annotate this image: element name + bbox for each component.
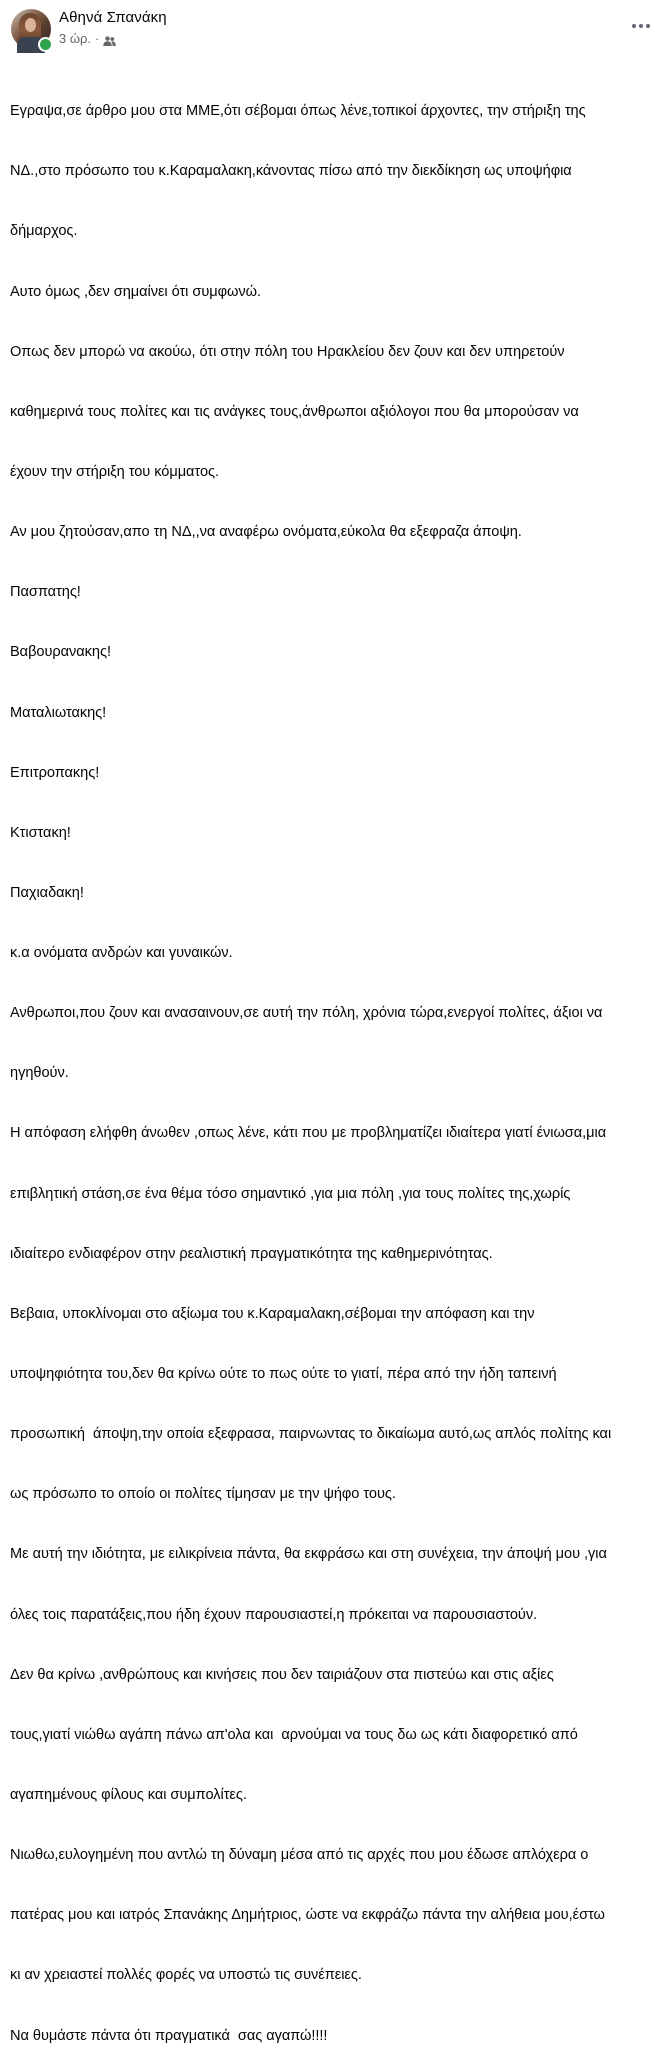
post-text-line: Βαβουρανακης! [10,644,111,661]
meta-separator: · [95,31,100,46]
post-text-line: Εγραψα,σε άρθρο μου στα ΜΜΕ,ότι σέβομαι όπως λένε,τοπικοί άρχοντες, την στήριξη της [10,103,586,120]
post-text-line: Αυτο όμως ,δεν σημαίνει ότι συμφωνώ. [10,283,261,300]
avatar-face [25,18,36,32]
post-text-line: κ.α ονόματα ανδρών και γυναικών. [10,945,233,962]
post-text-line: ιδιαίτερο ενδιαφέρον στην ρεαλιστική πραγματικότητα της καθημερινότητας. [10,1245,493,1262]
post-text-line: Νιωθω,ευλογημένη που αντλώ τη δύναμη μέσα από τις αρχές που μου έδωσε απλόχερα ο [10,1847,589,1864]
post-text-line: Δεν θα κρίνω ,ανθρώπους και κινήσεις που δεν ταιριάζουν στα πιστεύω και στις αξίες [10,1666,554,1683]
post-text-line: Οπως δεν μπορώ να ακούω, ότι στην πόλη του Ηρακλείου δεν ζουν και δεν υπηρετούν [10,343,565,360]
post-text-line: προσωπική άποψη,την οποία εξεφρασα, παιρνωντας το δικαίωμα αυτό,ως απλός πολίτης και [10,1426,612,1443]
more-horizontal-icon [639,24,643,28]
more-horizontal-icon [646,24,650,28]
more-horizontal-icon [632,24,636,28]
post-text-line: τους,γιατί νιώθω αγάπη πάνω απ'ολα και αρνούμαι να τους δω ως κάτι διαφορετικό από [10,1726,578,1743]
post-text-line: πατέρας μου και ιατρός Σπανάκης Δημήτριος, ώστε να εκφράζω πάντα την αλήθεια μου,έστω [10,1907,605,1924]
post-text-line: Βεβαια, υποκλίνομαι στο αξίωμα του κ.Καραμαλακη,σέβομαι την απόφαση και την [10,1305,535,1322]
post-text-line: ως πρόσωπο το οποίο οι πολίτες τίμησαν με την ψήφο τους. [10,1486,396,1503]
author-name[interactable]: Αθηνά Σπανάκη [59,9,167,26]
post-text-line: Παχιαδακη! [10,884,84,901]
post-timestamp[interactable]: 3 ώρ. [59,31,91,46]
post-text-line: Αν μου ζητούσαν,απο τη ΝΔ,,να αναφέρω ονόματα,εύκολα θα εξεφραζα άποψη. [10,524,522,541]
post-text-line: Η απόφαση ελήφθη άνωθεν ,οπως λένε, κάτι που με προβληματίζει ιδιαίτερα γιατί ένιωσα,μια [10,1125,607,1142]
more-options-button[interactable] [628,16,654,36]
post-text-line: επιβλητική στάση,σε ένα θέμα τόσο σημαντικό ,για μια πόλη ,για τους πολίτες της,χωρίς [10,1185,571,1202]
online-status-icon [38,37,53,52]
friends-icon[interactable] [103,34,116,44]
post-text-line: ΝΔ.,στο πρόσωπο του κ.Καραμαλακη,κάνοντας πίσω από την διεκδίκηση ως υποψήφια [10,163,572,180]
post-meta [59,31,116,46]
post-text-line: Να θυμάστε πάντα ότι πραγματικά σας αγαπώ!!!! [10,2027,328,2044]
post-text-line: κι αν χρειαστεί πολλές φορές να υποστώ τις συνέπειες. [10,1967,362,1984]
post-text-line: Κτιστακη! [10,824,71,841]
post-header [0,0,664,56]
post-text-line: καθημερινά τους πολίτες και τις ανάγκες τους,άνθρωποι αξιόλογοι που θα μπορούσαν να [10,403,579,420]
post-body [10,61,660,2066]
post-text-line: Επιτροπακης! [10,764,100,781]
post-text-line: Με αυτή την ιδιότητα, με ειλικρίνεια πάντα, θα εκφράσω και στη συνέχεια, την άποψή μου ,για [10,1546,607,1563]
post-text-line: ηγηθούν. [10,1065,69,1082]
post-text-line: όλες τοις παρατάξεις,που ήδη έχουν παρουσιαστεί,η πρόκειται να παρουσιαστούν. [10,1606,538,1623]
post-text-line: Ματαλιωτακης! [10,704,107,721]
post-text-line: αγαπημένους φίλους και συμπολίτες. [10,1787,247,1804]
post-text-line: υποψηφιότητα του,δεν θα κρίνω ούτε το πως ούτε το γιατί, πέρα από την ήδη ταπεινή [10,1366,557,1383]
post-text-line: έχουν την στήριξη του κόμματος. [10,463,220,480]
post-text-line: Πασπατης! [10,584,81,601]
post-text-line: Ανθρωποι,που ζουν και ανασαινουν,σε αυτή την πόλη, χρόνια τώρα,ενεργοί πολίτες, άξιοι να [10,1005,603,1022]
post-text-line: δήμαρχος. [10,223,78,240]
